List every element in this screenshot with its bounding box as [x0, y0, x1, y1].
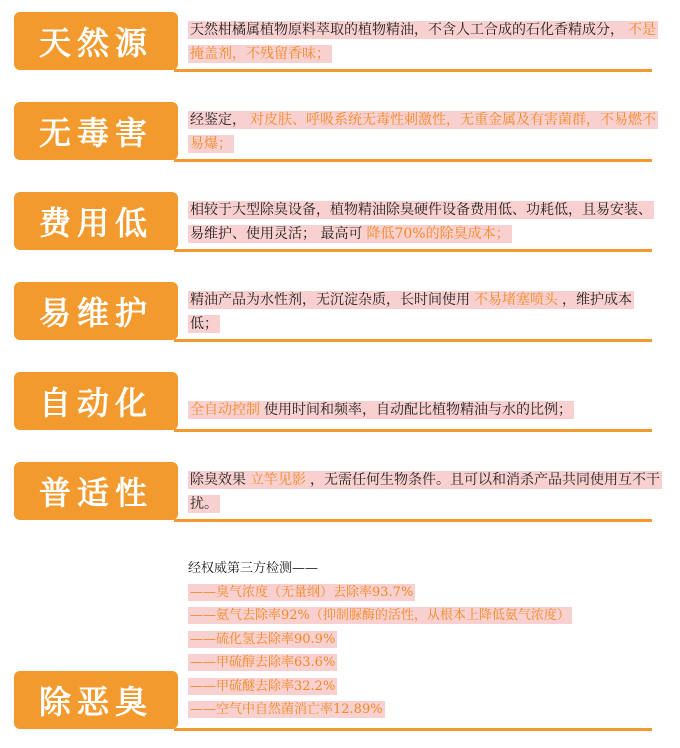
result-item: ——甲硫醚去除率32.2% [190, 678, 336, 694]
divider [174, 159, 652, 162]
result-item: ——臭气浓度（无量纲）去除率93.7% [190, 584, 414, 600]
description-emphasis: 对皮肤、呼吸系统无毒性刺激性，无重金属及有害菌群，不易燃不易爆； [190, 112, 656, 152]
description-text: 经鉴定， [190, 112, 246, 128]
list-item [188, 675, 664, 699]
description-emphasis: 不是掩盖剂，不残留香味； [190, 22, 656, 62]
result-item: ——甲硫醇去除率63.6% [190, 655, 336, 670]
feature-universal [14, 460, 666, 524]
description-text: 相较于大型除臭设备，植物精油除臭硬件设备费用低、功耗低，且易安装、易维护、使用灵活； 最高可 [190, 202, 652, 242]
test-results-intro: 经权威第三方检测—— [188, 561, 319, 576]
feature-description [188, 288, 660, 336]
description-text: ，维护成本低； [190, 292, 632, 332]
feature-title: 除恶臭 [14, 671, 178, 729]
feature-title: 易维护 [14, 282, 178, 340]
description-emphasis: 立竿见影 [250, 472, 306, 488]
divider [174, 69, 652, 72]
feature-deodorization [14, 555, 666, 735]
description-text: ，无需任何生物条件。且可以和消杀产品共同使用互不干扰。 [190, 472, 660, 512]
result-item: ——硫化氢去除率90.9% [190, 631, 336, 647]
feature-low-cost [14, 190, 666, 254]
list-item [188, 604, 664, 628]
list-item [188, 698, 664, 722]
description-emphasis: 不易堵塞喷头 [474, 292, 558, 308]
feature-description [188, 468, 660, 516]
description-text: 精油产品为水性剂，无沉淀杂质，长时间使用 [190, 292, 470, 308]
feature-description [188, 398, 660, 422]
divider [174, 519, 652, 522]
feature-non-toxic [14, 100, 666, 164]
description-text: 使用时间和频率，自动配比植物精油与水的比例； [264, 402, 572, 418]
feature-description [188, 18, 660, 66]
description-emphasis: 降低70%的除臭成本； [366, 226, 510, 242]
feature-title: 普适性 [14, 462, 178, 520]
description-text: 除臭效果 [190, 472, 246, 488]
feature-title: 自动化 [14, 372, 178, 430]
feature-title: 天然源 [14, 12, 178, 70]
list-item [188, 628, 664, 652]
feature-description [188, 108, 660, 156]
test-results [188, 557, 664, 722]
divider [174, 249, 652, 252]
list-item [188, 581, 664, 605]
divider [174, 339, 652, 342]
result-item: ——空气中自然菌消亡率12.89% [190, 702, 383, 717]
divider [174, 429, 652, 432]
feature-title: 费用低 [14, 192, 178, 250]
result-item: ——氨气去除率92%（抑制脲酶的活性，从根本上降低氨气浓度） [190, 608, 570, 623]
description-text: 天然柑橘属植物原料萃取的植物精油，不含人工合成的石化香精成分， [190, 22, 624, 38]
divider [174, 728, 652, 731]
description-emphasis: 全自动控制 [190, 402, 260, 418]
feature-description [188, 198, 660, 246]
feature-natural-source [14, 10, 666, 74]
feature-easy-maintenance [14, 280, 666, 344]
list-item [188, 651, 664, 675]
feature-automation [14, 370, 666, 434]
feature-title: 无毒害 [14, 102, 178, 160]
